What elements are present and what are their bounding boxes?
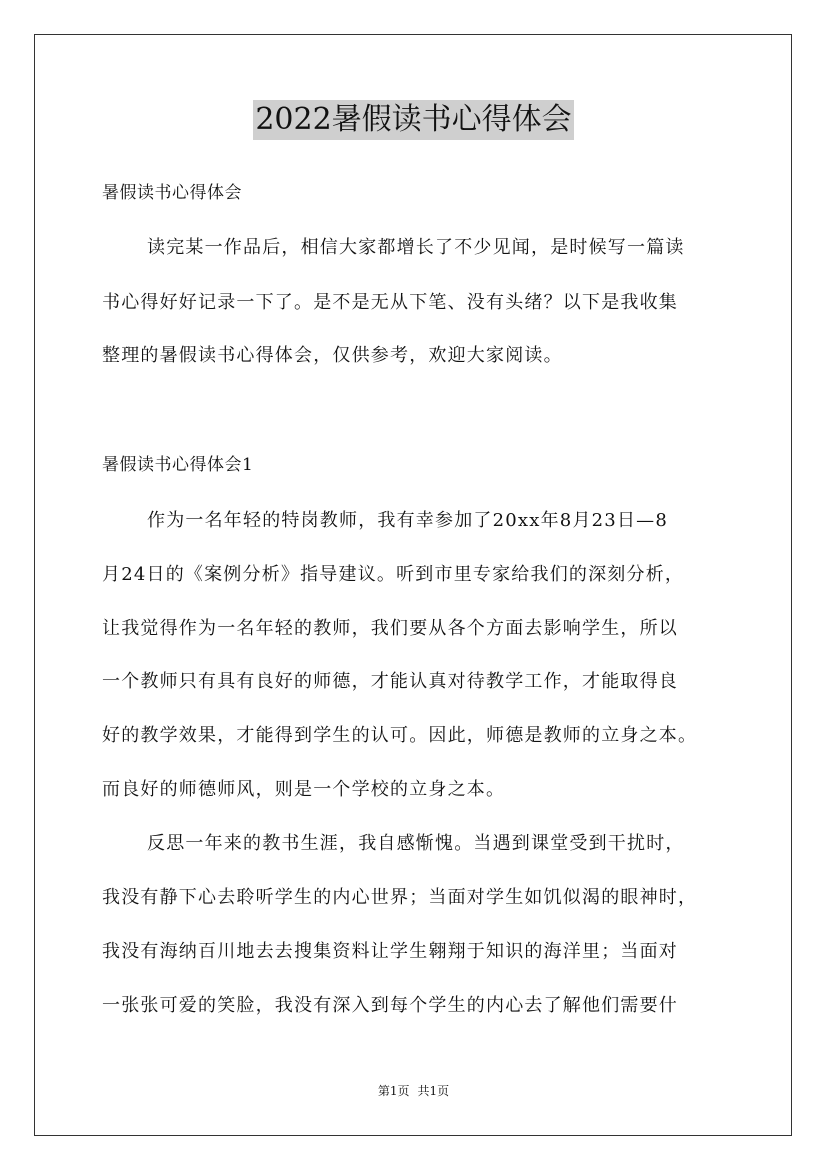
para1-line-6: 而良好的师德师风，则是一个学校的立身之本。 [102, 779, 506, 800]
intro-line-1: 读完某一作品后，相信大家都增长了不少见闻，是时候写一篇读 [147, 237, 685, 258]
document-title [0, 100, 827, 140]
document-subtitle: 暑假读书心得体会 [102, 183, 242, 203]
section-heading: 暑假读书心得体会1 [102, 455, 254, 475]
para2-line-4: 一张张可爱的笑脸，我没有深入到每个学生的内心去了解他们需要什 [102, 995, 678, 1016]
para2-line-1: 反思一年来的教书生涯，我自感惭愧。当遇到课堂受到干扰时， [147, 833, 685, 854]
para1-line-3: 让我觉得作为一名年轻的教师，我们要从各个方面去影响学生，所以 [102, 618, 678, 639]
para1-line-1: 作为一名年轻的特岗教师，我有幸参加了20xx年8月23日—8 [147, 510, 669, 531]
page-footer [0, 1083, 827, 1099]
page-number: 第1页 [377, 1084, 410, 1098]
document-title-text: 2022暑假读书心得体会 [253, 100, 573, 140]
para2-line-3: 我没有海纳百川地去去搜集资料让学生翱翔于知识的海洋里；当面对 [102, 941, 678, 962]
para1-line-2: 月24日的《案例分析》指导建议。听到市里专家给我们的深刻分析， [102, 564, 685, 585]
intro-line-3: 整理的暑假读书心得体会，仅供参考，欢迎大家阅读。 [102, 345, 563, 366]
para1-line-5: 好的教学效果，才能得到学生的认可。因此，师德是教师的立身之本。 [102, 725, 698, 746]
total-pages: 共1页 [417, 1084, 450, 1098]
para1-line-4: 一个教师只有具有良好的师德，才能认真对待教学工作，才能取得良 [102, 671, 678, 692]
para2-line-2: 我没有静下心去聆听学生的内心世界；当面对学生如饥似渴的眼神时， [102, 887, 698, 908]
intro-line-2: 书心得好好记录一下了。是不是无从下笔、没有头绪？以下是我收集 [102, 292, 678, 313]
